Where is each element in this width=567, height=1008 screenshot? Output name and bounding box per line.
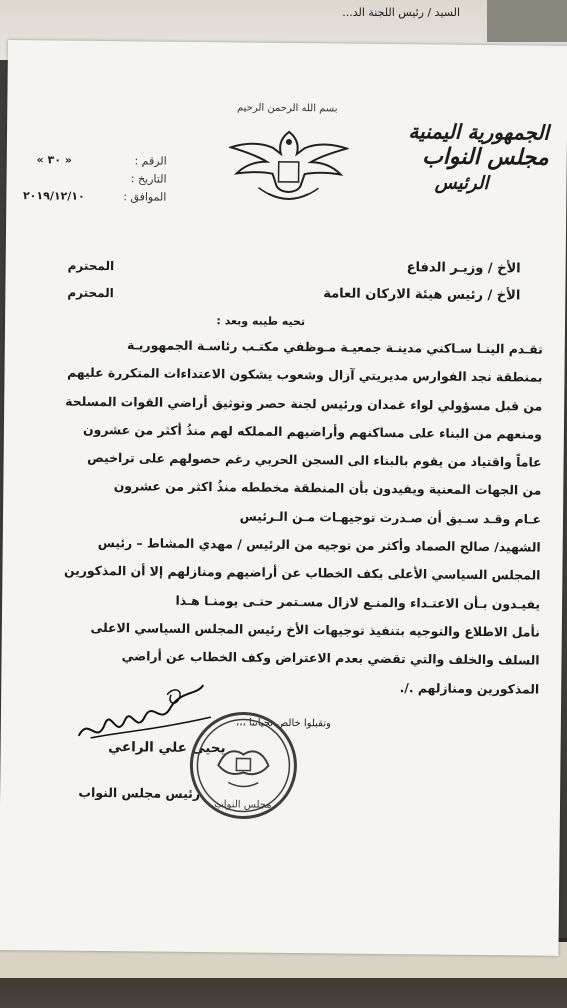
organization-header — [388, 119, 549, 197]
letter-sheet — [0, 40, 567, 956]
date-label: التاريخ : — [130, 171, 167, 186]
body-line: تقـدم الينـا سـاكني مدينـة جمعيـة مـوظفي مكتـب رئاسـة الجمهوريـة — [127, 337, 543, 357]
basmala: بسم الله الرحمن الرحيم — [236, 102, 338, 115]
ref-number-row — [7, 150, 167, 170]
recipient-honorific: المحترم — [67, 258, 115, 274]
underlying-note: السيد / رئيس اللجنة الد... — [342, 6, 460, 19]
body-line: ومنعهم من البناء على مساكنهم وأراضيهم المملكه لهم منذُ أكثر من عشرون — [83, 421, 542, 442]
date-value — [12, 177, 97, 178]
signer-name: يحيى علي الراعي — [108, 739, 226, 757]
ref-number-label: الرقم : — [134, 153, 167, 168]
official-stamp — [188, 710, 299, 821]
signer-title: رئيس مجلس النواب — [78, 784, 201, 802]
body-line: عاماً واقتياد من يقوم بالبناء الى السجن الحربي رغم حصولهم على تراخيص — [87, 450, 542, 470]
org-country: الجمهورية اليمنية — [408, 119, 550, 145]
letter-body — [34, 330, 543, 703]
body-line: الشهيد/ صالح الصماد وأكثر من توجيه من الرئيس / مهدي المشاط – رئيس — [97, 535, 541, 555]
body-line: من قبل مسؤولي لواء غمدان ورئيس لجنة حصر وتوثيق أراضي القوات المسلحة — [65, 393, 543, 414]
recipient-line: الأخ / رئيس هيئة الاركان العامة — [323, 286, 521, 304]
recipient-honorific: المحترم — [67, 285, 114, 301]
yemen-emblem-icon — [228, 127, 349, 208]
body-line: عـام وقـد سـبق أن صـدرت توجيهـات مـن الـرئيس — [239, 508, 542, 527]
body-line: بمنطقة نجد الفوارس مديريتي آزال وشعوب يشكون الاعتداءات المتكررة عليهم — [67, 364, 543, 385]
corresponding-row — [6, 186, 166, 206]
org-office: الرئيس — [434, 172, 489, 195]
corresponding-label: الموافق : — [123, 189, 167, 204]
greeting: تحيه طيبه وبعد : — [216, 314, 306, 329]
date-row — [6, 168, 166, 188]
background-corner — [487, 0, 567, 42]
recipient-line: الأخ / وزيـر الدفاع — [406, 260, 521, 277]
reference-block — [6, 150, 167, 206]
org-name: مجلس النواب — [422, 144, 549, 171]
body-line: السلف والخلف والتي تقضي بعدم الاعتراض وكف الخطاب عن أراضي — [121, 648, 540, 668]
stamp-text: مجلس النواب — [214, 799, 272, 811]
body-line: من الجهات المعنية ويفيدون بأن المنطقة مخططه منذُ اكثر من عشرون — [113, 478, 542, 499]
body-line: المجلس السياسي الأعلى بكف الخطاب عن أراضيهم ومنازلهم إلا أن المذكورين — [63, 562, 541, 583]
ref-number-value: « ٣٠ » — [36, 152, 72, 167]
closing-regards: وتقبلوا خالص تحياتنا ،،، — [235, 717, 331, 730]
body-line: يفيـدون بـأن الاعتـداء والمنـع لازال مسـتمر حتـى يومنـا هـذا — [175, 592, 541, 612]
body-line: نأمل الاطلاع والتوجيه بتنفيذ توجيهات الأخ رئيس المجلس السياسي الاعلى — [90, 619, 540, 640]
corresponding-value: ٢٠١٩/١٢/١٠ — [22, 188, 85, 203]
body-line: المذكورين ومنازلهم ./. — [399, 679, 540, 697]
